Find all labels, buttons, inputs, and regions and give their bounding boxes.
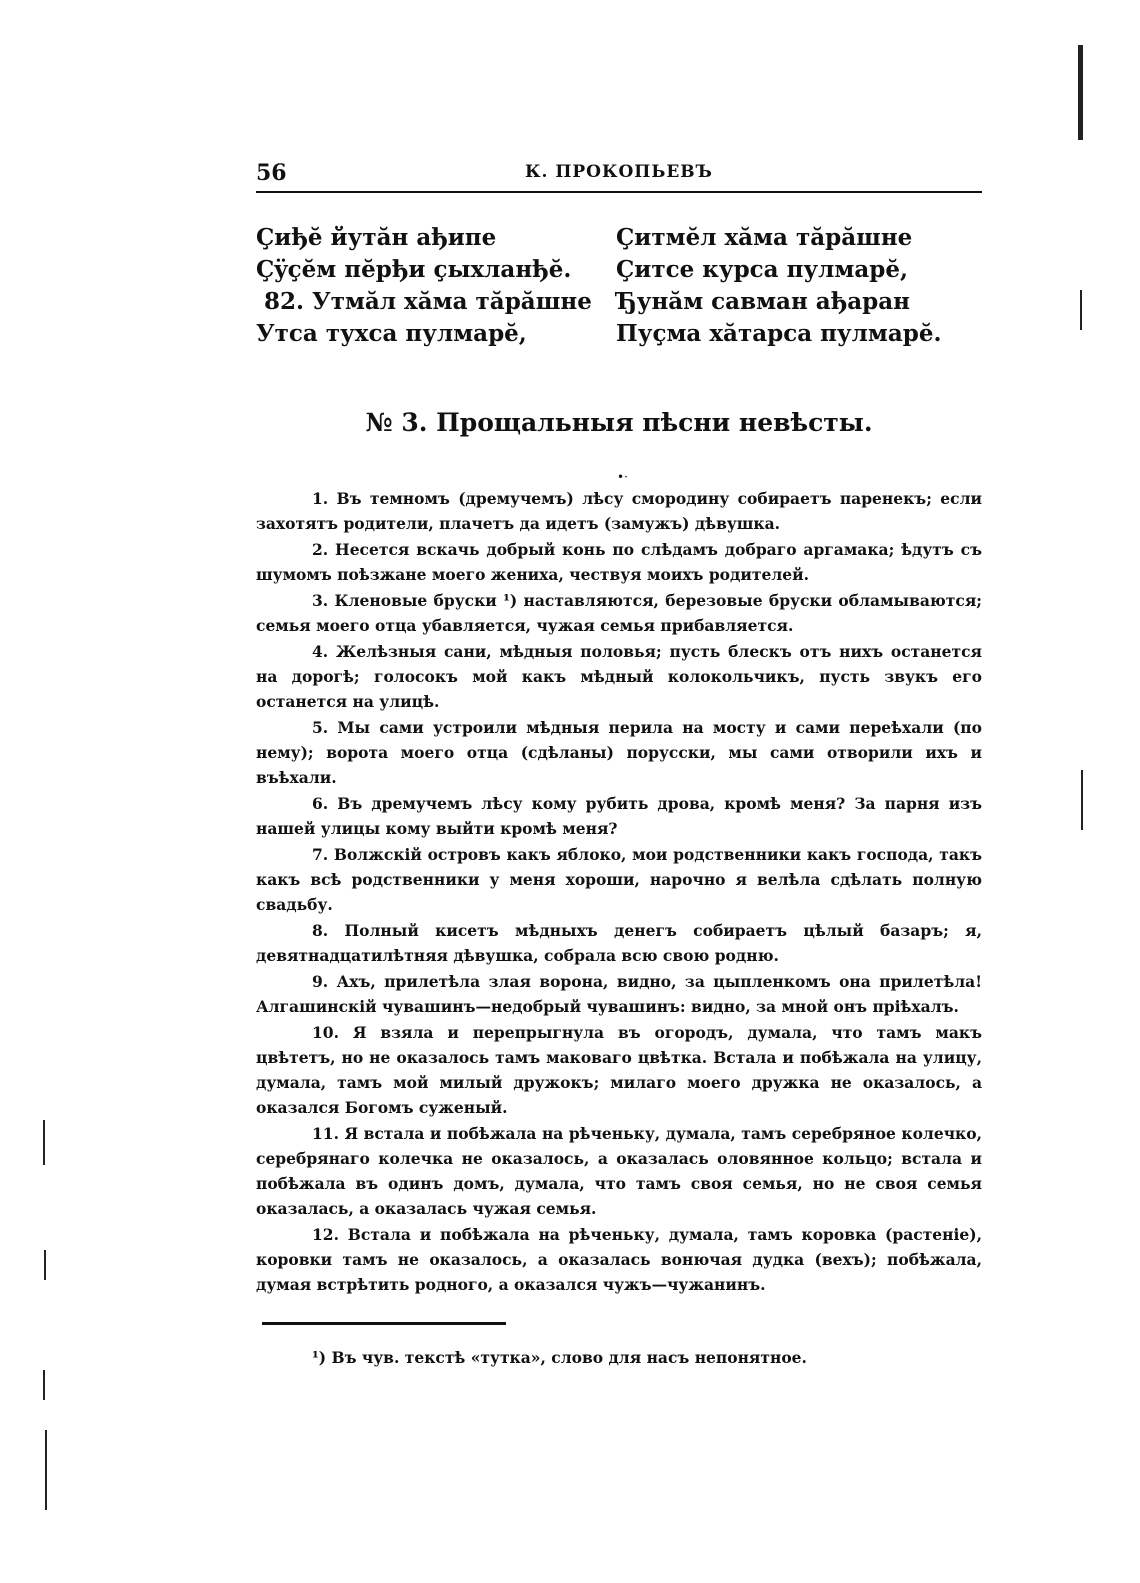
scan-edge-mark bbox=[45, 1430, 47, 1510]
paragraph: 6. Въ дремучемъ лѣсу кому рубить дрова, кромѣ меня? За парня изъ нашей улицы кому выйти кромѣ меня? bbox=[256, 794, 982, 838]
scan-edge-mark bbox=[1078, 45, 1083, 140]
paragraph: 2. Несется вскачь добрый конь по слѣдамъ добраго аргамака; ѣдутъ съ шумомъ поѣзжане моего жениха, чествуя моихъ родителей. bbox=[256, 540, 982, 584]
verse-line: Пуçма хăтарса пулмарĕ. bbox=[616, 320, 942, 347]
verse-line: Утса тухса пулмарĕ, bbox=[256, 320, 527, 347]
paragraph: 7. Волжскій островъ какъ яблоко, мои родственники какъ господа, такъ какъ всѣ родственники у меня хороши, нарочно я велѣла сдѣлать полную свадьбу. bbox=[256, 845, 982, 914]
paragraph: 3. Кленовые бруски ¹) наставляются, березовые бруски обламываются; семья моего отца убавляется, чужая семья прибавляется. bbox=[256, 591, 982, 635]
paragraph: 9. Ахъ, прилетѣла злая ворона, видно, за цыпленкомъ она прилетѣла! Алгашинскій чувашинъ—недобрый чувашинъ: видно, за мной онъ пріѣхалъ. bbox=[256, 972, 982, 1016]
footnote-rule bbox=[262, 1322, 506, 1325]
scan-edge-mark bbox=[44, 1250, 46, 1280]
paragraph: 8. Полный кисетъ мѣдныхъ денегъ собираетъ цѣлый базаръ; я, девятнадцатилѣтняя дѣвушка, собрала всю свою родню. bbox=[256, 921, 982, 965]
scan-edge-mark bbox=[1080, 290, 1082, 330]
verse-line: Çÿçĕм пĕрђи çыхланђĕ. bbox=[256, 256, 572, 283]
verse-column-left bbox=[256, 222, 596, 350]
scan-edge-mark bbox=[43, 1120, 45, 1165]
section-title: № 3. Прощальныя пѣсни невѣсты. bbox=[365, 408, 873, 437]
header-rule bbox=[256, 191, 982, 193]
paragraph: 12. Встала и побѣжала на рѣченьку, думала, тамъ коровка (растеніе), коровки тамъ не оказалось, а оказалась вонючая дудка (вехъ); побѣжала, думая встрѣтить родного, а оказался чужъ—чужанинъ. bbox=[256, 1225, 982, 1294]
verse-line: Ђунăм савман ађаран bbox=[616, 288, 910, 315]
paragraph: 5. Мы сами устроили мѣдныя перила на мосту и сами переѣхали (по нему); ворота моего отца (сдѣланы) порусски, мы сами отворили ихъ и въѣхали. bbox=[256, 718, 982, 787]
page-header bbox=[256, 160, 982, 190]
verse-line: Çитмĕл хăма тăрăшне bbox=[616, 224, 913, 251]
ornament-mark: •· bbox=[617, 470, 628, 484]
footnote: ¹) Въ чув. текстѣ «тутка», слово для насъ непонятное. bbox=[312, 1348, 807, 1367]
verse-column-right bbox=[616, 222, 982, 350]
page-number: 56 bbox=[256, 160, 287, 186]
paragraph: 1. Въ темномъ (дремучемъ) лѣсу смородину собираетъ паренекъ; если захотятъ родители, плачетъ да идетъ (замужъ) дѣвушка. bbox=[256, 489, 982, 533]
scan-edge-mark bbox=[43, 1370, 45, 1400]
paragraph: 4. Желѣзныя сани, мѣдныя половья; пусть блескъ отъ нихъ останется на дорогѣ; голосокъ мой какъ мѣдный колокольчикъ, пусть звукъ его останется на улицѣ. bbox=[256, 642, 982, 711]
paragraph: 10. Я взяла и перепрыгнула въ огородъ, думала, что тамъ макъ цвѣтетъ, но не оказалось тамъ маковаго цвѣтка. Встала и побѣжала на улицу, думала, тамъ мой милый дружокъ; милаго моего дружка не оказалось, а оказался Богомъ суженый. bbox=[256, 1023, 982, 1117]
running-head: К. ПРОКОПЬЕВЪ bbox=[525, 162, 713, 182]
body-text bbox=[256, 486, 982, 1298]
scan-edge-mark bbox=[1081, 770, 1083, 830]
verse-line: Çитсе курса пулмарĕ, bbox=[616, 256, 908, 283]
verse-line: Çиђĕ йутăн ађипе bbox=[256, 224, 497, 251]
verse-line: 82. Утмăл хăма тăрăшне bbox=[256, 288, 592, 315]
paragraph: 11. Я встала и побѣжала на рѣченьку, думала, тамъ серебряное колечко, серебрянаго колечка не оказалось, а оказалась оловянное кольцо; встала и побѣжала въ одинъ домъ, думала, что тамъ своя семья, но не своя семья оказалась, а оказалась чужая семья. bbox=[256, 1124, 982, 1218]
